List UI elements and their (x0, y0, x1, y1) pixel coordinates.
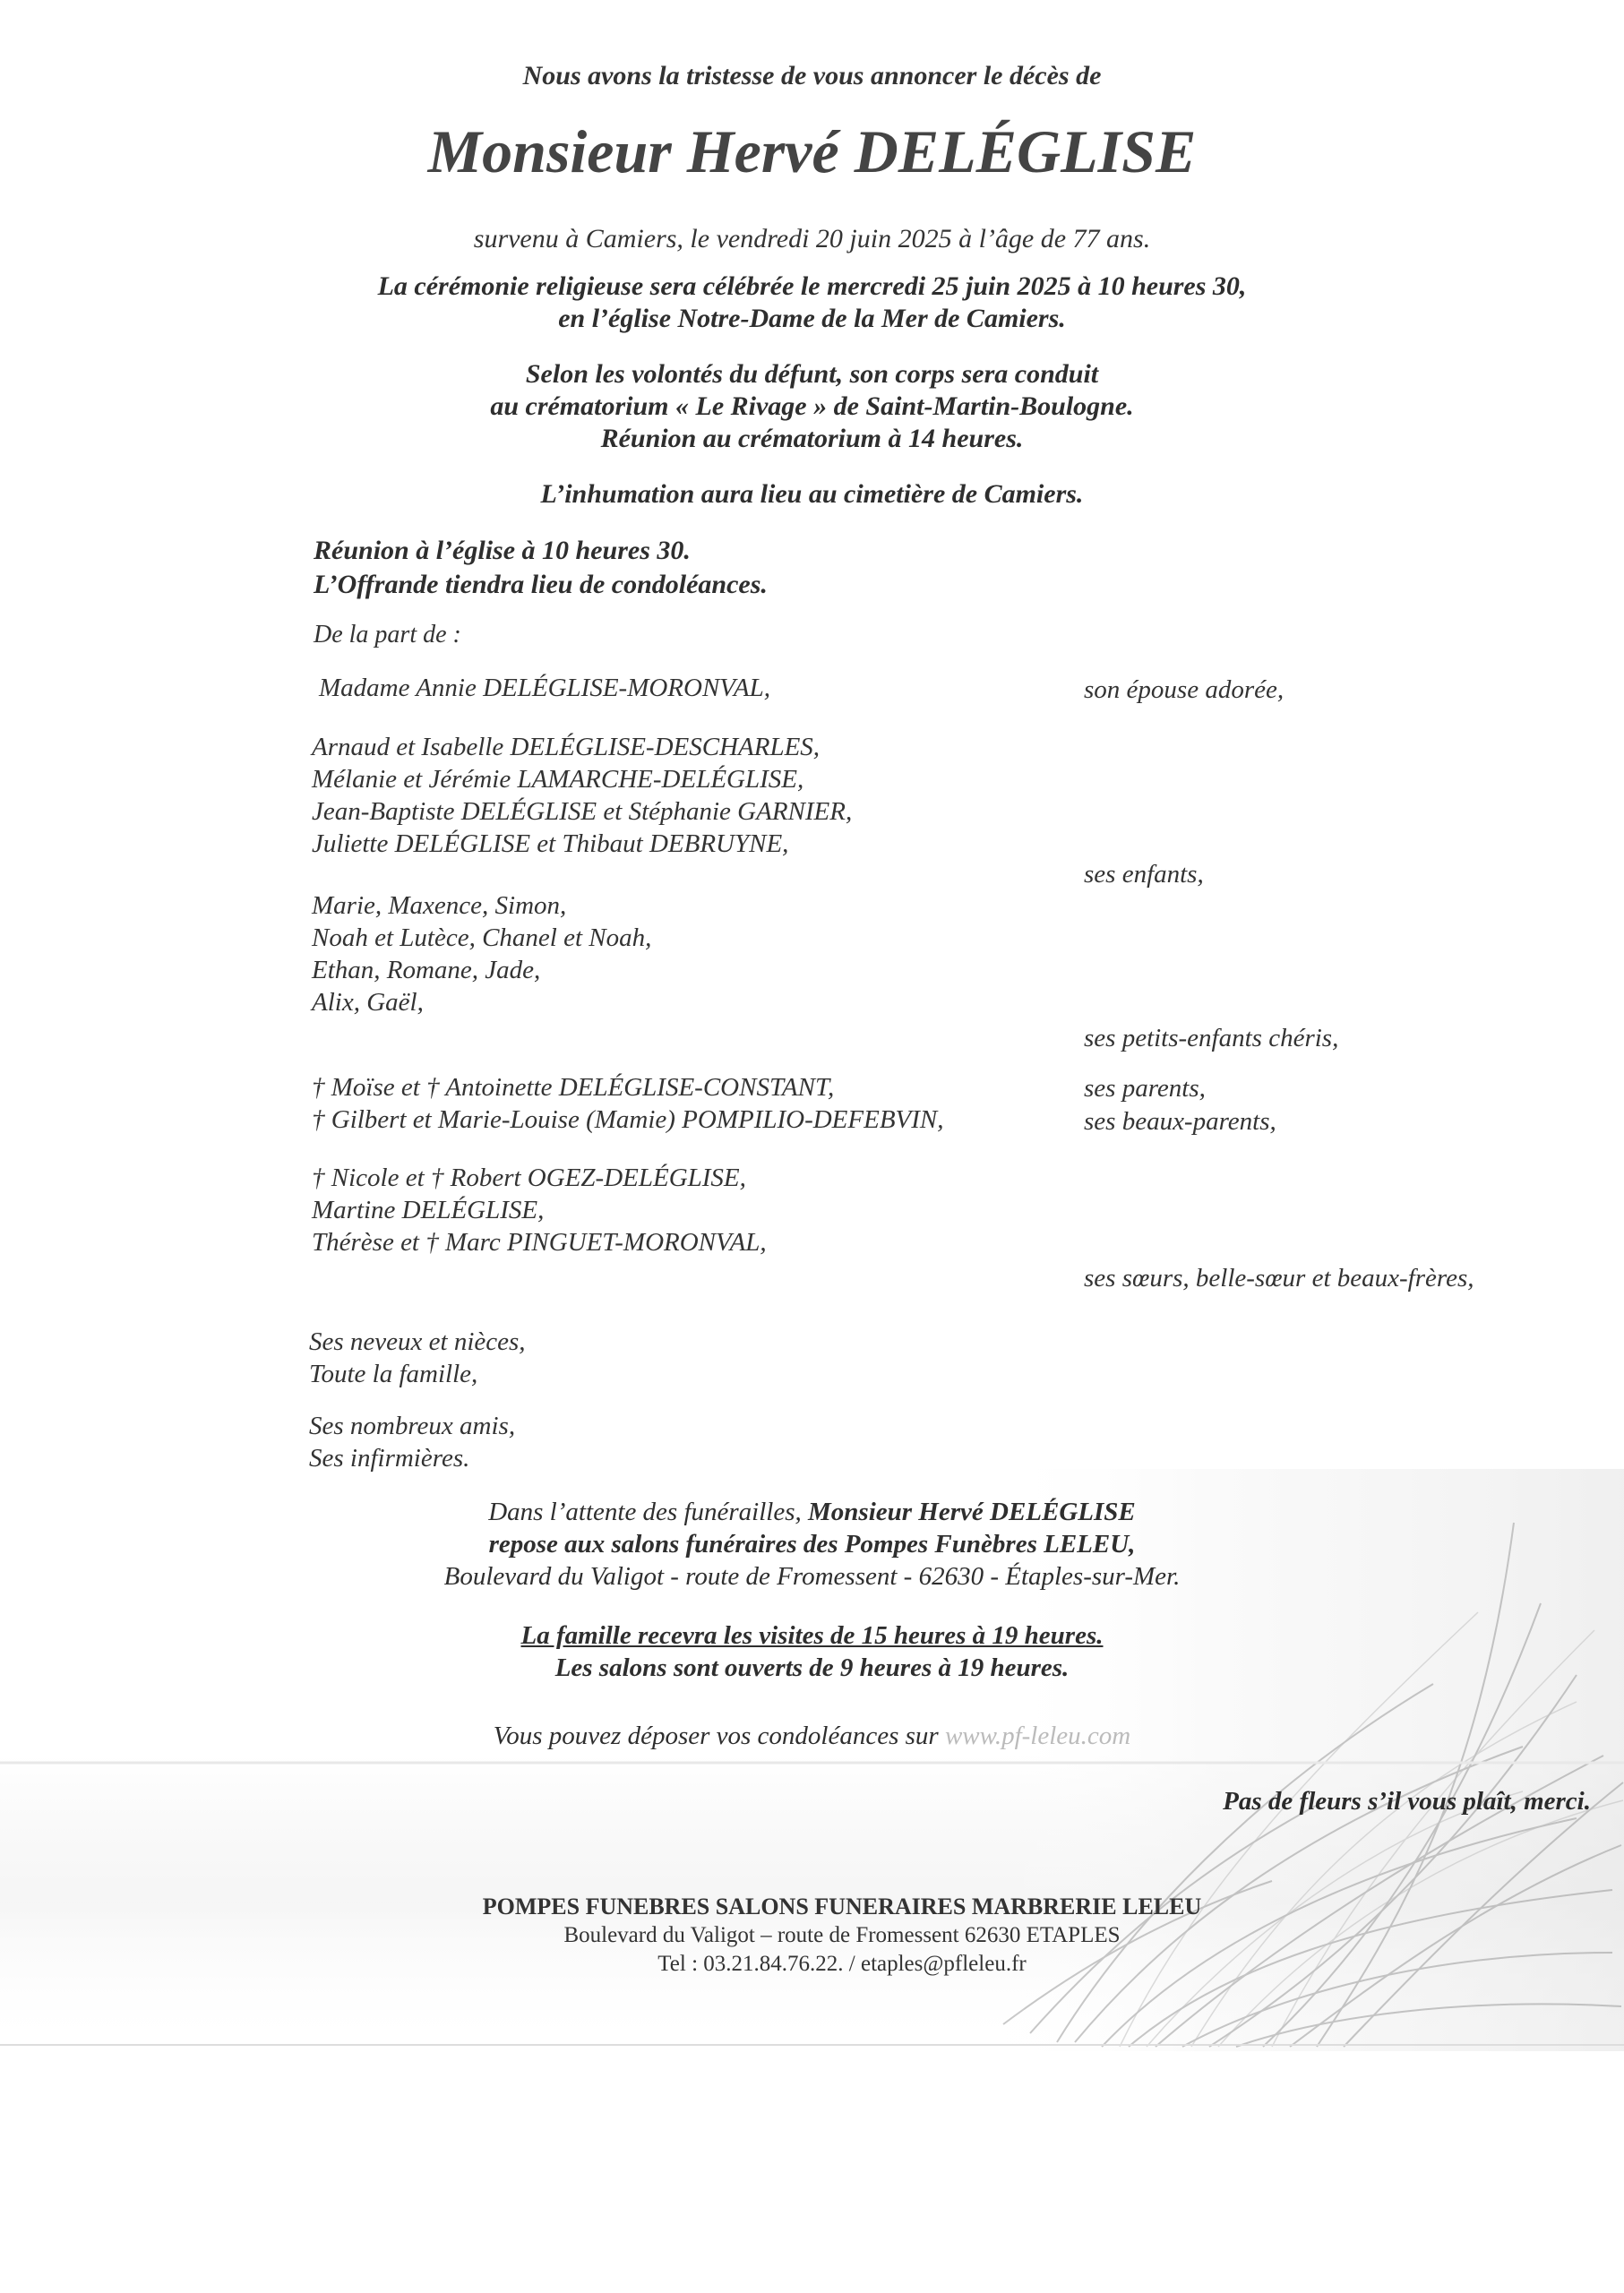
family-line: Arnaud et Isabelle DELÉGLISE-DESCHARLES, (312, 733, 821, 761)
family-line: Madame Annie DELÉGLISE-MORONVAL, (319, 674, 770, 702)
deceased-name: Monsieur Hervé DELÉGLISE (427, 117, 1197, 185)
meeting-line-2: L’Offrande tiendra lieu de condoléances. (314, 570, 768, 599)
ceremony-line-2: en l’église Notre-Dame de la Mer de Camiers. (558, 304, 1066, 333)
funeral-home-prefix: Dans l’attente des funérailles, (488, 1498, 802, 1526)
meeting-info (314, 534, 768, 602)
visits-line-2: Les salons sont ouverts de 9 heures à 19 heures. (554, 1653, 1070, 1682)
visits-line-1: La famille recevra les visites de 15 heures à 19 heures. (520, 1621, 1104, 1650)
family-line: Jean-Baptiste DELÉGLISE et Stéphanie GARNIER, (312, 797, 853, 826)
cremation-line-2: au crématorium « Le Rivage » de Saint-Martin-Boulogne. (490, 391, 1134, 421)
ceremony-info (0, 271, 1624, 335)
relation-siblings: ses sœurs, belle-sœur et beaux-frères, (1084, 1264, 1474, 1292)
family-line: Ethan, Romane, Jade, (312, 956, 541, 984)
ceremony-line-1: La cérémonie religieuse sera célébrée le mercredi 25 juin 2025 à 10 heures 30, (377, 271, 1247, 301)
footer-address: Boulevard du Valigot – route de Fromessent 62630 ETAPLES (563, 1923, 1121, 1947)
family-line: Mélanie et Jérémie LAMARCHE-DELÉGLISE, (312, 765, 804, 794)
condolences-info (0, 1720, 1624, 1752)
relation-parents: ses parents, (1084, 1074, 1206, 1103)
family-line: † Moïse et † Antoinette DELÉGLISE-CONSTANT, (312, 1073, 835, 1102)
footer-contact: Tel : 03.21.84.76.22. / etaples@pfleleu.fr (657, 1952, 1027, 1976)
family-parents (312, 1071, 944, 1136)
funeral-home-info (0, 1496, 1624, 1593)
family-line: Martine DELÉGLISE, (312, 1196, 545, 1224)
relation-in-laws: ses beaux-parents, (1084, 1107, 1276, 1136)
family-line: Alix, Gaël, (312, 988, 424, 1017)
footer (0, 1893, 1624, 1979)
from-label: De la part de : (314, 621, 461, 648)
family-line: Noah et Lutèce, Chanel et Noah, (312, 923, 652, 952)
no-flowers-note: Pas de fleurs s’il vous plaît, merci. (1223, 1787, 1591, 1816)
funeral-home-name: Monsieur Hervé DELÉGLISE (808, 1498, 1136, 1526)
meeting-line-1: Réunion à l’église à 10 heures 30. (314, 536, 691, 565)
funeral-home-line-2: repose aux salons funéraires des Pompes Funèbres LELEU, (488, 1530, 1136, 1559)
footer-company: POMPES FUNEBRES SALONS FUNERAIRES MARBRERIE LELEU (482, 1894, 1202, 1919)
family-line: Ses neveux et nièces, (309, 1327, 526, 1356)
family-grandchildren (312, 889, 651, 1018)
family-siblings (312, 1162, 767, 1258)
family-others (309, 1326, 526, 1390)
visits-info (0, 1619, 1624, 1684)
family-line: Ses infirmières. (309, 1444, 470, 1473)
family-line: Thérèse et † Marc PINGUET-MORONVAL, (312, 1228, 767, 1257)
condolences-text: Vous pouvez déposer vos condoléances sur (493, 1722, 939, 1750)
funeral-home-line-3: Boulevard du Valigot - route de Fromessent - 62630 - Étaples-sur-Mer. (443, 1562, 1181, 1591)
family-line: † Nicole et † Robert OGEZ-DELÉGLISE, (312, 1164, 746, 1192)
relation-grandchildren: ses petits-enfants chéris, (1084, 1024, 1339, 1052)
family-friends (309, 1410, 515, 1474)
cremation-info (0, 358, 1624, 455)
relation-children: ses enfants, (1084, 860, 1204, 889)
family-line: Ses nombreux amis, (309, 1412, 516, 1440)
cremation-line-3: Réunion au crématorium à 14 heures. (600, 424, 1024, 453)
family-line: † Gilbert et Marie-Louise (Mamie) POMPILIO-DEFEBVIN, (312, 1105, 944, 1134)
funeral-home-line-1 (0, 1496, 1624, 1528)
family-line: Toute la famille, (309, 1360, 478, 1388)
family-line: Juliette DELÉGLISE et Thibaut DEBRUYNE, (312, 829, 789, 858)
cremation-line-1: Selon les volontés du défunt, son corps sera conduit (525, 359, 1099, 389)
relation-spouse: son épouse adorée, (1084, 675, 1285, 704)
death-date: survenu à Camiers, le vendredi 20 juin 2025 à l’âge de 77 ans. (473, 224, 1151, 253)
family-line: Marie, Maxence, Simon, (312, 891, 567, 920)
condolences-website-link[interactable]: www.pf-leleu.com (944, 1722, 1131, 1750)
family-children (312, 731, 852, 860)
announcement-intro: Nous avons la tristesse de vous annoncer le décès de (522, 61, 1102, 90)
family-spouse (319, 672, 770, 704)
burial-info: L’inhumation aura lieu au cimetière de Camiers. (540, 479, 1084, 509)
